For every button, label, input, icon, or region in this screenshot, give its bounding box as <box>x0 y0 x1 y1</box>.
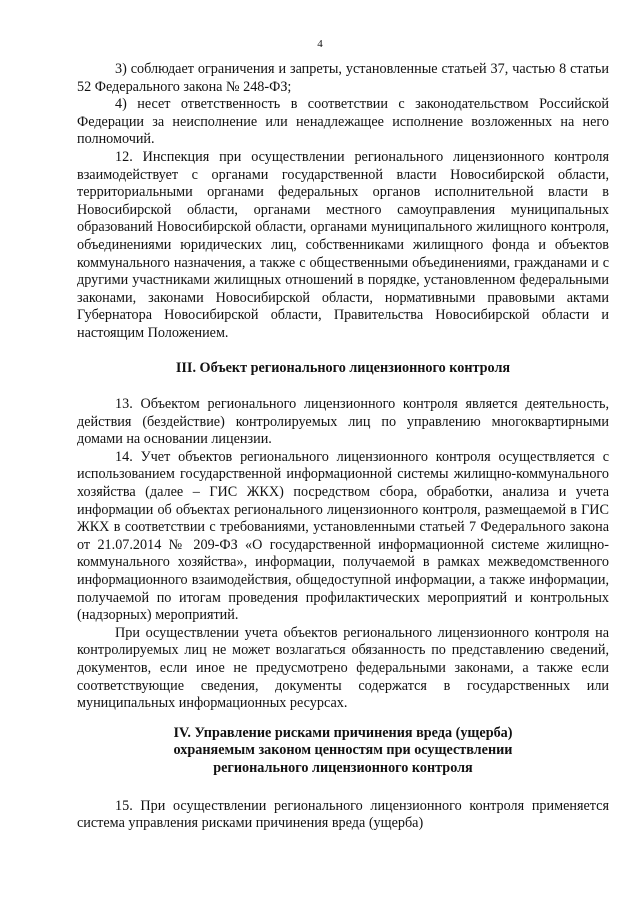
section-4-heading-line: охраняемым законом ценностям при осуществлении <box>173 742 513 759</box>
section-4-heading <box>77 725 609 778</box>
document-body <box>77 61 609 833</box>
section-4-heading-line: IV. Управление рисками причинения вреда (ущерба) <box>173 724 513 741</box>
paragraph-15: 15. При осуществлении регионального лицензионного контроля применяется система управления рисками причинения вреда (ущерба) <box>77 797 609 832</box>
paragraph-13: 13. Объектом регионального лицензионного контроля является деятельность, действия (бездействие) контролируемых лиц по управлению многоквартирными домами на основании лицензии. <box>77 396 609 448</box>
paragraph-12: 12. Инспекция при осуществлении регионального лицензионного контроля взаимодействует с органами государственной власти Новосибирской области, территориальными органами федеральных органов исполнительной власти в Новосибирской области, органами местного самоуправления муниципальных образований Новосибирской области, органами муниципального жилищного контроля, объединениями юридических лиц, собственниками жилищного фонда и объектов коммунального назначения, а также с общественными объединениями, гражданами и с другими участниками жилищных отношений в порядке, установленном федеральными законами, законами Новосибирской области, нормативными правовыми актами Губернатора Новосибирской области, Правительства Новосибирской области и настоящим Положением. <box>77 148 609 341</box>
paragraph-item-4: 4) несет ответственность в соответствии с законодательством Российской Федерации за неисполнение или ненадлежащее исполнение возложенных на него полномочий. <box>77 96 609 148</box>
page-number: 4 <box>317 38 323 50</box>
section-4-heading-line: регионального лицензионного контроля <box>213 759 473 776</box>
paragraph-14-continued: При осуществлении учета объектов регионального лицензионного контроля на контролируемых лиц не может возлагаться обязанность по представлению сведений, документов, если иное не предусмотрено федеральными законами, а также если соответствующие сведения, документы содержатся в государственных или муниципальных информационных ресурсах. <box>77 624 609 712</box>
section-3-heading: III. Объект регионального лицензионного контроля <box>175 359 511 376</box>
paragraph-item-3: 3) соблюдает ограничения и запреты, установленные статьей 37, частью 8 статьи 52 Федерального закона № 248-ФЗ; <box>77 61 609 95</box>
paragraph-14: 14. Учет объектов регионального лицензионного контроля осуществляется с использованием государственной информационной системы жилищно-коммунального хозяйства (далее – ГИС ЖКХ) посредством сбора, обработки, анализа и учета информации об объектах регионального лицензионного контроля, размещаемой в ГИС ЖКХ в соответствии с требованиями, установленными статьей 7 Федерального закона от 21.07.2014 № 209-ФЗ «О государственной информационной системе жилищно-коммунального хозяйства», информации, получаемой в рамках межведомственного информационного взаимодействия, общедоступной информации, а также информации, получаемой по итогам проведения профилактических мероприятий и контрольных (надзорных) мероприятий. <box>77 448 609 624</box>
